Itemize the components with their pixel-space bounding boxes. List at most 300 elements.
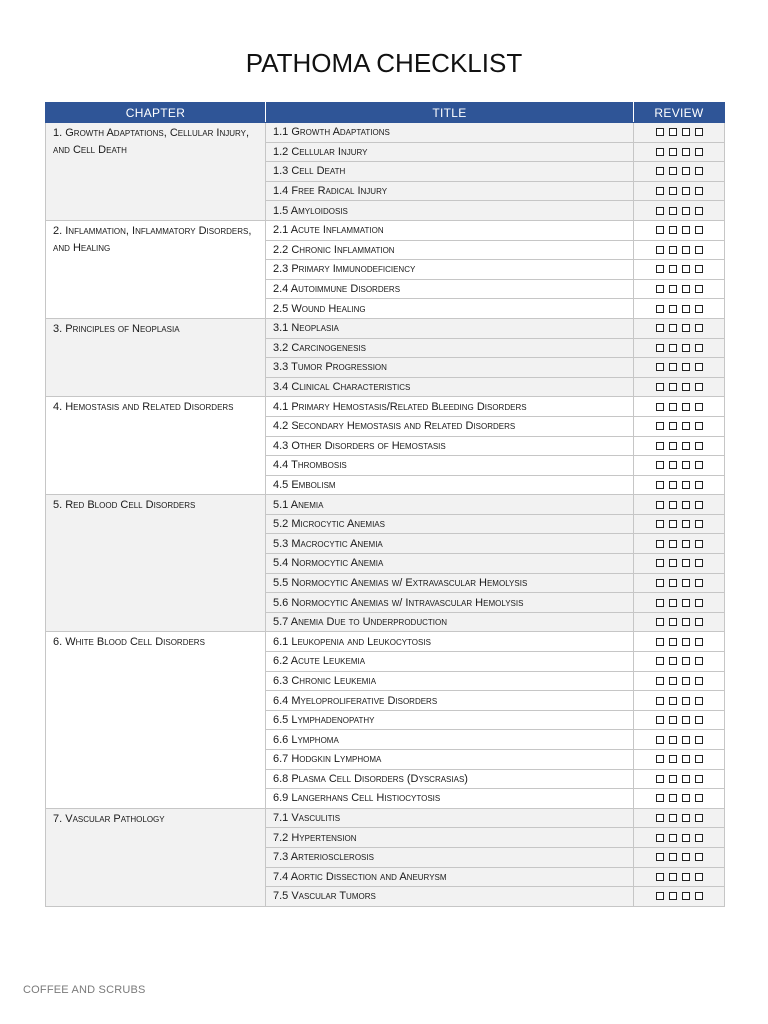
section-title-cell: 4.1 Primary Hemostasis/Related Bleeding Disorders bbox=[266, 397, 634, 417]
review-checkbox[interactable] bbox=[656, 383, 664, 391]
review-checkbox-group bbox=[656, 828, 703, 847]
review-cell bbox=[634, 710, 725, 730]
review-cell bbox=[634, 867, 725, 887]
table-row bbox=[46, 495, 725, 515]
review-checkbox-group bbox=[656, 260, 703, 279]
review-cell bbox=[634, 789, 725, 809]
table-row bbox=[46, 808, 725, 828]
review-cell bbox=[634, 632, 725, 652]
review-checkbox[interactable] bbox=[682, 285, 690, 293]
review-checkbox-group bbox=[656, 652, 703, 671]
review-checkbox[interactable] bbox=[656, 442, 664, 450]
section-title-cell: 5.3 Macrocytic Anemia bbox=[266, 534, 634, 554]
review-checkbox[interactable] bbox=[669, 559, 677, 567]
review-checkbox[interactable] bbox=[682, 265, 690, 273]
review-cell bbox=[634, 377, 725, 397]
review-checkbox[interactable] bbox=[682, 775, 690, 783]
review-checkbox[interactable] bbox=[695, 520, 703, 528]
review-checkbox[interactable] bbox=[656, 422, 664, 430]
review-cell bbox=[634, 534, 725, 554]
review-checkbox[interactable] bbox=[695, 187, 703, 195]
review-checkbox-group bbox=[656, 593, 703, 612]
review-cell bbox=[634, 847, 725, 867]
section-title-cell: 7.5 Vascular Tumors bbox=[266, 887, 634, 907]
section-title-cell: 4.3 Other Disorders of Hemostasis bbox=[266, 436, 634, 456]
chapter-cell: 3. Principles of Neoplasia bbox=[46, 318, 266, 396]
review-checkbox[interactable] bbox=[682, 481, 690, 489]
review-checkbox-group bbox=[656, 397, 703, 416]
checklist-table bbox=[45, 102, 725, 907]
review-checkbox[interactable] bbox=[669, 755, 677, 763]
review-cell bbox=[634, 612, 725, 632]
review-checkbox[interactable] bbox=[695, 579, 703, 587]
review-checkbox[interactable] bbox=[669, 187, 677, 195]
review-checkbox-group bbox=[656, 143, 703, 162]
review-checkbox[interactable] bbox=[656, 540, 664, 548]
review-checkbox[interactable] bbox=[669, 461, 677, 469]
review-checkbox-group bbox=[656, 613, 703, 632]
review-checkbox[interactable] bbox=[682, 736, 690, 744]
review-checkbox[interactable] bbox=[695, 128, 703, 136]
review-checkbox[interactable] bbox=[682, 461, 690, 469]
review-checkbox-group bbox=[656, 515, 703, 534]
review-checkbox-group bbox=[656, 887, 703, 906]
review-checkbox[interactable] bbox=[669, 344, 677, 352]
section-title-cell: 5.6 Normocytic Anemias w/ Intravascular Hemolysis bbox=[266, 593, 634, 613]
review-checkbox[interactable] bbox=[669, 324, 677, 332]
review-checkbox[interactable] bbox=[656, 677, 664, 685]
review-checkbox[interactable] bbox=[682, 422, 690, 430]
review-checkbox-group bbox=[656, 730, 703, 749]
review-cell bbox=[634, 416, 725, 436]
review-checkbox[interactable] bbox=[695, 383, 703, 391]
review-checkbox[interactable] bbox=[695, 167, 703, 175]
review-checkbox[interactable] bbox=[669, 128, 677, 136]
section-title-cell: 1.5 Amyloidosis bbox=[266, 201, 634, 221]
review-cell bbox=[634, 475, 725, 495]
review-checkbox[interactable] bbox=[669, 501, 677, 509]
review-checkbox-group bbox=[656, 495, 703, 514]
review-checkbox[interactable] bbox=[669, 853, 677, 861]
chapter-cell: 7. Vascular Pathology bbox=[46, 808, 266, 906]
review-checkbox[interactable] bbox=[695, 422, 703, 430]
review-checkbox-group bbox=[656, 711, 703, 730]
review-checkbox[interactable] bbox=[682, 559, 690, 567]
section-title-cell: 2.3 Primary Immunodeficiency bbox=[266, 260, 634, 280]
review-checkbox[interactable] bbox=[669, 148, 677, 156]
review-checkbox[interactable] bbox=[682, 520, 690, 528]
review-cell bbox=[634, 456, 725, 476]
section-title-cell: 6.2 Acute Leukemia bbox=[266, 652, 634, 672]
review-cell bbox=[634, 514, 725, 534]
review-checkbox[interactable] bbox=[656, 226, 664, 234]
review-checkbox-group bbox=[656, 632, 703, 651]
review-checkbox[interactable] bbox=[656, 657, 664, 665]
review-checkbox[interactable] bbox=[656, 559, 664, 567]
review-checkbox[interactable] bbox=[695, 638, 703, 646]
review-checkbox[interactable] bbox=[656, 755, 664, 763]
review-checkbox[interactable] bbox=[695, 618, 703, 626]
review-cell bbox=[634, 142, 725, 162]
section-title-cell: 2.5 Wound Healing bbox=[266, 299, 634, 319]
review-checkbox-group bbox=[656, 358, 703, 377]
section-title-cell: 6.9 Langerhans Cell Histiocytosis bbox=[266, 789, 634, 809]
review-checkbox[interactable] bbox=[669, 794, 677, 802]
review-cell bbox=[634, 436, 725, 456]
review-checkbox[interactable] bbox=[695, 285, 703, 293]
review-checkbox-group bbox=[656, 319, 703, 338]
review-checkbox[interactable] bbox=[695, 344, 703, 352]
review-checkbox[interactable] bbox=[695, 873, 703, 881]
review-cell bbox=[634, 750, 725, 770]
review-checkbox[interactable] bbox=[669, 775, 677, 783]
review-checkbox-group bbox=[656, 162, 703, 181]
review-checkbox[interactable] bbox=[682, 148, 690, 156]
review-cell bbox=[634, 808, 725, 828]
review-cell bbox=[634, 358, 725, 378]
chapter-cell: 6. White Blood Cell Disorders bbox=[46, 632, 266, 808]
review-checkbox-group bbox=[656, 868, 703, 887]
section-title-cell: 4.2 Secondary Hemostasis and Related Disorders bbox=[266, 416, 634, 436]
review-checkbox[interactable] bbox=[695, 461, 703, 469]
section-title-cell: 3.1 Neoplasia bbox=[266, 318, 634, 338]
review-checkbox[interactable] bbox=[669, 892, 677, 900]
review-checkbox[interactable] bbox=[656, 481, 664, 489]
section-title-cell: 2.1 Acute Inflammation bbox=[266, 220, 634, 240]
review-checkbox[interactable] bbox=[669, 207, 677, 215]
section-title-cell: 1.3 Cell Death bbox=[266, 162, 634, 182]
section-title-cell: 6.8 Plasma Cell Disorders (Dyscrasias) bbox=[266, 769, 634, 789]
review-checkbox-group bbox=[656, 182, 703, 201]
review-checkbox[interactable] bbox=[682, 383, 690, 391]
review-checkbox[interactable] bbox=[669, 305, 677, 313]
review-checkbox[interactable] bbox=[669, 167, 677, 175]
review-checkbox[interactable] bbox=[656, 794, 664, 802]
review-checkbox-group bbox=[656, 241, 703, 260]
section-title-cell: 7.2 Hypertension bbox=[266, 828, 634, 848]
table-row bbox=[46, 123, 725, 143]
review-checkbox[interactable] bbox=[656, 814, 664, 822]
section-title-cell: 5.7 Anemia Due to Underproduction bbox=[266, 612, 634, 632]
review-checkbox[interactable] bbox=[695, 814, 703, 822]
review-cell bbox=[634, 671, 725, 691]
review-checkbox[interactable] bbox=[656, 344, 664, 352]
review-cell bbox=[634, 299, 725, 319]
review-checkbox[interactable] bbox=[656, 579, 664, 587]
section-title-cell: 6.5 Lymphadenopathy bbox=[266, 710, 634, 730]
review-checkbox[interactable] bbox=[682, 403, 690, 411]
section-title-cell: 5.4 Normocytic Anemia bbox=[266, 554, 634, 574]
review-checkbox[interactable] bbox=[669, 638, 677, 646]
section-title-cell: 1.4 Free Radical Injury bbox=[266, 181, 634, 201]
review-cell bbox=[634, 397, 725, 417]
section-title-cell: 6.3 Chronic Leukemia bbox=[266, 671, 634, 691]
review-checkbox[interactable] bbox=[682, 892, 690, 900]
chapter-cell: 5. Red Blood Cell Disorders bbox=[46, 495, 266, 632]
review-checkbox-group bbox=[656, 221, 703, 240]
section-title-cell: 5.5 Normocytic Anemias w/ Extravascular Hemolysis bbox=[266, 573, 634, 593]
review-checkbox[interactable] bbox=[656, 618, 664, 626]
section-title-cell: 3.4 Clinical Characteristics bbox=[266, 377, 634, 397]
review-checkbox[interactable] bbox=[669, 403, 677, 411]
review-checkbox-group bbox=[656, 848, 703, 867]
review-checkbox-group bbox=[656, 299, 703, 318]
review-checkbox[interactable] bbox=[669, 736, 677, 744]
review-checkbox-group bbox=[656, 534, 703, 553]
footer-brand: COFFEE AND SCRUBS bbox=[23, 984, 146, 996]
review-checkbox[interactable] bbox=[695, 265, 703, 273]
review-checkbox[interactable] bbox=[682, 187, 690, 195]
review-checkbox[interactable] bbox=[656, 187, 664, 195]
review-checkbox[interactable] bbox=[682, 540, 690, 548]
review-checkbox[interactable] bbox=[695, 246, 703, 254]
review-checkbox[interactable] bbox=[656, 207, 664, 215]
review-checkbox[interactable] bbox=[695, 403, 703, 411]
review-checkbox[interactable] bbox=[695, 540, 703, 548]
review-checkbox[interactable] bbox=[656, 461, 664, 469]
review-checkbox[interactable] bbox=[695, 716, 703, 724]
review-checkbox-group bbox=[656, 476, 703, 495]
review-checkbox[interactable] bbox=[656, 246, 664, 254]
review-checkbox[interactable] bbox=[669, 265, 677, 273]
section-title-cell: 4.4 Thrombosis bbox=[266, 456, 634, 476]
chapter-cell: 4. Hemostasis and Related Disorders bbox=[46, 397, 266, 495]
review-checkbox[interactable] bbox=[669, 657, 677, 665]
review-cell bbox=[634, 887, 725, 907]
review-checkbox[interactable] bbox=[695, 775, 703, 783]
review-checkbox[interactable] bbox=[695, 697, 703, 705]
review-cell bbox=[634, 318, 725, 338]
review-checkbox[interactable] bbox=[695, 736, 703, 744]
review-checkbox[interactable] bbox=[695, 324, 703, 332]
review-checkbox[interactable] bbox=[656, 892, 664, 900]
review-checkbox[interactable] bbox=[669, 540, 677, 548]
review-checkbox[interactable] bbox=[682, 128, 690, 136]
review-checkbox[interactable] bbox=[682, 853, 690, 861]
review-checkbox[interactable] bbox=[656, 285, 664, 293]
review-checkbox[interactable] bbox=[682, 246, 690, 254]
review-cell bbox=[634, 554, 725, 574]
review-checkbox[interactable] bbox=[656, 716, 664, 724]
review-checkbox[interactable] bbox=[695, 559, 703, 567]
review-cell bbox=[634, 162, 725, 182]
review-checkbox[interactable] bbox=[695, 794, 703, 802]
review-checkbox-group bbox=[656, 809, 703, 828]
review-checkbox-group bbox=[656, 750, 703, 769]
review-checkbox[interactable] bbox=[656, 775, 664, 783]
section-title-cell: 7.1 Vasculitis bbox=[266, 808, 634, 828]
review-checkbox[interactable] bbox=[656, 599, 664, 607]
review-cell bbox=[634, 691, 725, 711]
review-checkbox[interactable] bbox=[669, 716, 677, 724]
review-checkbox[interactable] bbox=[695, 226, 703, 234]
review-checkbox[interactable] bbox=[695, 657, 703, 665]
review-checkbox[interactable] bbox=[669, 599, 677, 607]
review-cell bbox=[634, 495, 725, 515]
review-checkbox-group bbox=[656, 789, 703, 808]
review-checkbox[interactable] bbox=[656, 148, 664, 156]
checklist-body bbox=[46, 123, 725, 907]
review-checkbox[interactable] bbox=[682, 755, 690, 763]
section-title-cell: 6.4 Myeloproliferative Disorders bbox=[266, 691, 634, 711]
review-checkbox[interactable] bbox=[695, 148, 703, 156]
review-checkbox[interactable] bbox=[669, 481, 677, 489]
review-checkbox[interactable] bbox=[695, 207, 703, 215]
review-checkbox[interactable] bbox=[695, 599, 703, 607]
review-checkbox[interactable] bbox=[682, 167, 690, 175]
section-title-cell: 6.7 Hodgkin Lymphoma bbox=[266, 750, 634, 770]
section-title-cell: 1.2 Cellular Injury bbox=[266, 142, 634, 162]
section-title-cell: 6.1 Leukopenia and Leukocytosis bbox=[266, 632, 634, 652]
review-checkbox[interactable] bbox=[656, 697, 664, 705]
chapter-column-header: CHAPTER bbox=[46, 103, 266, 123]
review-checkbox[interactable] bbox=[682, 363, 690, 371]
review-checkbox[interactable] bbox=[669, 285, 677, 293]
review-checkbox-group bbox=[656, 456, 703, 475]
review-checkbox[interactable] bbox=[682, 579, 690, 587]
review-checkbox[interactable] bbox=[669, 246, 677, 254]
chapter-cell: 1. Growth Adaptations, Cellular Injury, and Cell Death bbox=[46, 123, 266, 221]
review-checkbox[interactable] bbox=[695, 501, 703, 509]
header-row bbox=[46, 103, 725, 123]
section-title-cell: 6.6 Lymphoma bbox=[266, 730, 634, 750]
review-checkbox[interactable] bbox=[682, 501, 690, 509]
review-checkbox[interactable] bbox=[656, 501, 664, 509]
chapter-cell: 2. Inflammation, Inflammatory Disorders, and Healing bbox=[46, 220, 266, 318]
review-checkbox-group bbox=[656, 378, 703, 397]
review-checkbox[interactable] bbox=[656, 305, 664, 313]
table-row bbox=[46, 632, 725, 652]
table-row bbox=[46, 220, 725, 240]
table-row bbox=[46, 318, 725, 338]
review-checkbox-group bbox=[656, 672, 703, 691]
review-checkbox[interactable] bbox=[669, 579, 677, 587]
review-checkbox-group bbox=[656, 574, 703, 593]
review-checkbox[interactable] bbox=[682, 618, 690, 626]
review-checkbox[interactable] bbox=[682, 599, 690, 607]
review-checkbox-group bbox=[656, 280, 703, 299]
review-cell bbox=[634, 220, 725, 240]
table-row bbox=[46, 397, 725, 417]
review-cell bbox=[634, 181, 725, 201]
review-checkbox[interactable] bbox=[656, 265, 664, 273]
section-title-cell: 7.4 Aortic Dissection and Aneurysm bbox=[266, 867, 634, 887]
review-checkbox[interactable] bbox=[656, 853, 664, 861]
review-checkbox[interactable] bbox=[695, 677, 703, 685]
section-title-cell: 3.3 Tumor Progression bbox=[266, 358, 634, 378]
review-checkbox[interactable] bbox=[669, 814, 677, 822]
review-checkbox[interactable] bbox=[656, 167, 664, 175]
review-checkbox[interactable] bbox=[695, 363, 703, 371]
review-cell bbox=[634, 573, 725, 593]
review-checkbox[interactable] bbox=[669, 520, 677, 528]
section-title-cell: 7.3 Arteriosclerosis bbox=[266, 847, 634, 867]
review-checkbox-group bbox=[656, 417, 703, 436]
review-checkbox[interactable] bbox=[695, 305, 703, 313]
review-checkbox[interactable] bbox=[682, 442, 690, 450]
section-title-cell: 3.2 Carcinogenesis bbox=[266, 338, 634, 358]
review-cell bbox=[634, 652, 725, 672]
section-title-cell: 1.1 Growth Adaptations bbox=[266, 123, 634, 143]
review-checkbox-group bbox=[656, 554, 703, 573]
review-checkbox[interactable] bbox=[669, 226, 677, 234]
review-cell bbox=[634, 593, 725, 613]
review-checkbox-group bbox=[656, 201, 703, 220]
review-checkbox-group bbox=[656, 339, 703, 358]
review-cell bbox=[634, 279, 725, 299]
review-cell bbox=[634, 769, 725, 789]
page-title: PATHOMA CHECKLIST bbox=[245, 48, 523, 78]
review-checkbox[interactable] bbox=[656, 520, 664, 528]
review-checkbox-group bbox=[656, 770, 703, 789]
review-checkbox[interactable] bbox=[682, 834, 690, 842]
review-checkbox[interactable] bbox=[656, 403, 664, 411]
review-column-header: REVIEW bbox=[634, 103, 725, 123]
review-checkbox[interactable] bbox=[669, 677, 677, 685]
section-title-cell: 5.1 Anemia bbox=[266, 495, 634, 515]
review-checkbox[interactable] bbox=[669, 618, 677, 626]
review-checkbox[interactable] bbox=[682, 697, 690, 705]
section-title-cell: 4.5 Embolism bbox=[266, 475, 634, 495]
review-checkbox[interactable] bbox=[656, 363, 664, 371]
section-title-cell: 2.2 Chronic Inflammation bbox=[266, 240, 634, 260]
review-checkbox[interactable] bbox=[669, 363, 677, 371]
review-checkbox[interactable] bbox=[656, 128, 664, 136]
review-checkbox[interactable] bbox=[695, 755, 703, 763]
review-checkbox[interactable] bbox=[656, 638, 664, 646]
review-cell bbox=[634, 828, 725, 848]
review-checkbox[interactable] bbox=[695, 834, 703, 842]
review-checkbox[interactable] bbox=[669, 697, 677, 705]
review-cell bbox=[634, 123, 725, 143]
review-cell bbox=[634, 240, 725, 260]
review-checkbox[interactable] bbox=[682, 305, 690, 313]
review-checkbox[interactable] bbox=[669, 422, 677, 430]
review-checkbox-group bbox=[656, 123, 703, 142]
review-checkbox[interactable] bbox=[695, 853, 703, 861]
review-checkbox[interactable] bbox=[682, 677, 690, 685]
review-checkbox[interactable] bbox=[682, 207, 690, 215]
review-cell bbox=[634, 201, 725, 221]
review-checkbox[interactable] bbox=[656, 736, 664, 744]
review-checkbox[interactable] bbox=[682, 226, 690, 234]
review-checkbox[interactable] bbox=[656, 324, 664, 332]
review-checkbox[interactable] bbox=[695, 892, 703, 900]
review-checkbox[interactable] bbox=[682, 638, 690, 646]
review-checkbox[interactable] bbox=[682, 873, 690, 881]
review-checkbox[interactable] bbox=[669, 834, 677, 842]
review-checkbox[interactable] bbox=[695, 442, 703, 450]
review-checkbox[interactable] bbox=[682, 344, 690, 352]
review-checkbox[interactable] bbox=[682, 794, 690, 802]
review-checkbox[interactable] bbox=[656, 834, 664, 842]
review-checkbox[interactable] bbox=[682, 814, 690, 822]
review-cell bbox=[634, 730, 725, 750]
review-checkbox[interactable] bbox=[695, 481, 703, 489]
review-cell bbox=[634, 338, 725, 358]
review-checkbox[interactable] bbox=[682, 657, 690, 665]
review-checkbox[interactable] bbox=[656, 873, 664, 881]
review-checkbox-group bbox=[656, 691, 703, 710]
review-checkbox[interactable] bbox=[682, 324, 690, 332]
title-column-header: TITLE bbox=[266, 103, 634, 123]
review-checkbox[interactable] bbox=[682, 716, 690, 724]
review-checkbox[interactable] bbox=[669, 442, 677, 450]
review-cell bbox=[634, 260, 725, 280]
review-checkbox[interactable] bbox=[669, 873, 677, 881]
review-checkbox-group bbox=[656, 437, 703, 456]
review-checkbox[interactable] bbox=[669, 383, 677, 391]
